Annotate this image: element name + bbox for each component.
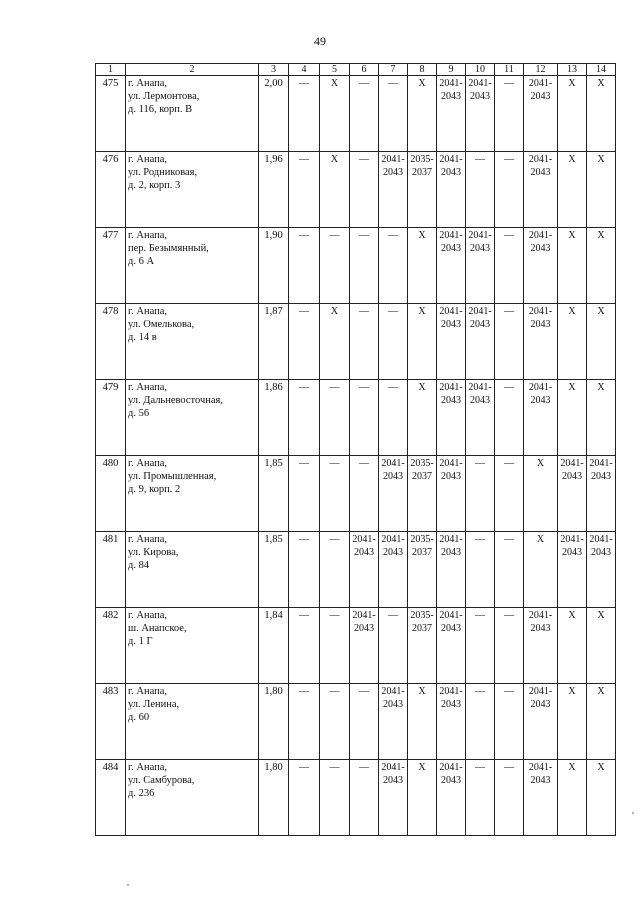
period-cell-col-5: X <box>320 76 350 152</box>
table-row <box>96 304 616 380</box>
address-line: ул. Омелькова, <box>128 319 195 330</box>
row-number: 479 <box>96 380 126 456</box>
value-cell: 1,85 <box>259 532 289 608</box>
address-line: г. Анапа, <box>128 686 168 697</box>
period-cell-col-4: — <box>289 684 320 760</box>
address-line: д. 116, корп. В <box>128 104 193 115</box>
scan-speck <box>127 884 129 886</box>
table-row <box>96 456 616 532</box>
row-number: 477 <box>96 228 126 304</box>
table-row <box>96 380 616 456</box>
address-line: д. 6 А <box>128 256 155 267</box>
period-cell-col-6: — <box>350 76 379 152</box>
period-cell-col-6: — <box>350 304 379 380</box>
address-line: д. 1 Г <box>128 636 153 647</box>
period-cell-col-14: 2041- 2043 <box>587 456 616 532</box>
period-cell-col-4: — <box>289 456 320 532</box>
period-cell-col-5: — <box>320 456 350 532</box>
period-cell-col-7: — <box>379 608 408 684</box>
period-cell-col-8: 2035- 2037 <box>408 152 437 228</box>
period-cell-col-12: 2041- 2043 <box>524 152 558 228</box>
period-cell-col-7: — <box>379 380 408 456</box>
address-line: д. 84 <box>128 560 150 571</box>
period-cell-col-12: 2041- 2043 <box>524 228 558 304</box>
value-cell: 1,96 <box>259 152 289 228</box>
address-cell <box>126 532 259 608</box>
period-cell-col-14: 2041- 2043 <box>587 532 616 608</box>
row-number: 483 <box>96 684 126 760</box>
period-cell-col-13: 2041- 2043 <box>558 532 587 608</box>
period-cell-col-5: X <box>320 304 350 380</box>
period-cell-col-13: X <box>558 76 587 152</box>
period-cell-col-8: X <box>408 76 437 152</box>
period-cell-col-8: X <box>408 380 437 456</box>
period-cell-col-5: — <box>320 228 350 304</box>
period-cell-col-9: 2041- 2043 <box>437 456 466 532</box>
period-cell-col-14: X <box>587 608 616 684</box>
value-cell: 1,80 <box>259 684 289 760</box>
period-cell-col-7: — <box>379 76 408 152</box>
period-cell-col-13: X <box>558 760 587 836</box>
address-line: г. Анапа, <box>128 610 168 621</box>
address-line: г. Анапа, <box>128 154 168 165</box>
table-row <box>96 76 616 152</box>
row-number: 480 <box>96 456 126 532</box>
period-cell-col-6: 2041- 2043 <box>350 532 379 608</box>
period-cell-col-10: — <box>466 760 495 836</box>
period-cell-col-5: — <box>320 608 350 684</box>
address-cell <box>126 760 259 836</box>
address-line: г. Анапа, <box>128 230 168 241</box>
period-cell-col-8: 2035- 2037 <box>408 456 437 532</box>
period-cell-col-8: X <box>408 684 437 760</box>
row-number: 476 <box>96 152 126 228</box>
period-cell-col-14: X <box>587 304 616 380</box>
period-cell-col-12: 2041- 2043 <box>524 304 558 380</box>
period-cell-col-11: — <box>495 380 524 456</box>
address-line: д. 14 в <box>128 332 157 343</box>
period-cell-col-6: — <box>350 228 379 304</box>
period-cell-col-9: 2041- 2043 <box>437 684 466 760</box>
address-line: г. Анапа, <box>128 382 168 393</box>
address-line: д. 236 <box>128 788 155 799</box>
period-cell-col-8: 2035- 2037 <box>408 532 437 608</box>
period-cell-col-11: — <box>495 76 524 152</box>
column-number-14: 14 <box>587 64 616 76</box>
period-cell-col-7: 2041- 2043 <box>379 684 408 760</box>
period-cell-col-6: — <box>350 456 379 532</box>
address-cell <box>126 380 259 456</box>
address-line: ул. Кирова, <box>128 547 179 558</box>
period-cell-col-14: X <box>587 76 616 152</box>
address-cell <box>126 152 259 228</box>
period-cell-col-14: X <box>587 684 616 760</box>
row-number: 484 <box>96 760 126 836</box>
period-cell-col-4: — <box>289 760 320 836</box>
scan-speck <box>632 812 634 814</box>
period-cell-col-14: X <box>587 228 616 304</box>
period-cell-col-13: X <box>558 380 587 456</box>
address-line: д. 60 <box>128 712 150 723</box>
period-cell-col-11: — <box>495 228 524 304</box>
table-row <box>96 760 616 836</box>
period-cell-col-11: — <box>495 304 524 380</box>
column-number-9: 9 <box>437 64 466 76</box>
period-cell-col-5: — <box>320 532 350 608</box>
period-cell-col-5: — <box>320 760 350 836</box>
period-cell-col-6: — <box>350 760 379 836</box>
address-line: д. 2, корп. 3 <box>128 180 181 191</box>
period-cell-col-11: — <box>495 532 524 608</box>
address-line: г. Анапа, <box>128 458 168 469</box>
column-number-3: 3 <box>259 64 289 76</box>
period-cell-col-5: X <box>320 152 350 228</box>
column-number-2: 2 <box>126 64 259 76</box>
period-cell-col-9: 2041- 2043 <box>437 380 466 456</box>
period-cell-col-13: X <box>558 684 587 760</box>
value-cell: 1,84 <box>259 608 289 684</box>
column-number-row <box>96 64 616 76</box>
period-cell-col-14: X <box>587 760 616 836</box>
period-cell-col-6: — <box>350 380 379 456</box>
period-cell-col-9: 2041- 2043 <box>437 760 466 836</box>
column-number-7: 7 <box>379 64 408 76</box>
table-row <box>96 152 616 228</box>
period-cell-col-7: — <box>379 228 408 304</box>
address-line: г. Анапа, <box>128 306 168 317</box>
period-cell-col-10: — <box>466 608 495 684</box>
row-number: 478 <box>96 304 126 380</box>
period-cell-col-10: — <box>466 152 495 228</box>
column-number-10: 10 <box>466 64 495 76</box>
period-cell-col-12: 2041- 2043 <box>524 760 558 836</box>
address-line: д. 9, корп. 2 <box>128 484 181 495</box>
column-number-4: 4 <box>289 64 320 76</box>
table-row <box>96 532 616 608</box>
address-line: д. 56 <box>128 408 150 419</box>
period-cell-col-5: — <box>320 684 350 760</box>
period-cell-col-10: 2041- 2043 <box>466 228 495 304</box>
period-cell-col-11: — <box>495 152 524 228</box>
period-cell-col-10: 2041- 2043 <box>466 304 495 380</box>
column-number-6: 6 <box>350 64 379 76</box>
address-line: г. Анапа, <box>128 762 168 773</box>
period-cell-col-4: — <box>289 532 320 608</box>
period-cell-col-5: — <box>320 380 350 456</box>
table-row <box>96 684 616 760</box>
period-cell-col-12: 2041- 2043 <box>524 684 558 760</box>
address-cell <box>126 228 259 304</box>
value-cell: 1,85 <box>259 456 289 532</box>
period-cell-col-13: X <box>558 304 587 380</box>
period-cell-col-4: — <box>289 380 320 456</box>
table-row <box>96 608 616 684</box>
period-cell-col-12: 2041- 2043 <box>524 608 558 684</box>
period-cell-col-10: 2041- 2043 <box>466 76 495 152</box>
address-line: г. Анапа, <box>128 534 168 545</box>
period-cell-col-7: 2041- 2043 <box>379 456 408 532</box>
period-cell-col-14: X <box>587 152 616 228</box>
period-cell-col-11: — <box>495 456 524 532</box>
row-number: 475 <box>96 76 126 152</box>
period-cell-col-4: — <box>289 76 320 152</box>
value-cell: 1,90 <box>259 228 289 304</box>
column-number-12: 12 <box>524 64 558 76</box>
period-cell-col-7: — <box>379 304 408 380</box>
period-cell-col-6: — <box>350 684 379 760</box>
address-line: ул. Самбурова, <box>128 775 195 786</box>
period-cell-col-6: 2041- 2043 <box>350 608 379 684</box>
period-cell-col-9: 2041- 2043 <box>437 304 466 380</box>
period-cell-col-12: X <box>524 532 558 608</box>
period-cell-col-6: — <box>350 152 379 228</box>
period-cell-col-10: 2041- 2043 <box>466 380 495 456</box>
period-cell-col-9: 2041- 2043 <box>437 608 466 684</box>
address-line: г. Анапа, <box>128 78 168 89</box>
address-line: пер. Безымянный, <box>128 243 209 254</box>
row-number: 481 <box>96 532 126 608</box>
period-cell-col-10: — <box>466 456 495 532</box>
address-line: ул. Дальневосточная, <box>128 395 224 406</box>
address-line: ш. Анапское, <box>128 623 187 634</box>
period-cell-col-12: 2041- 2043 <box>524 380 558 456</box>
period-cell-col-11: — <box>495 684 524 760</box>
period-cell-col-7: 2041- 2043 <box>379 760 408 836</box>
period-cell-col-4: — <box>289 152 320 228</box>
address-cell <box>126 608 259 684</box>
address-cell <box>126 76 259 152</box>
page-number: 49 <box>314 34 326 48</box>
period-cell-col-4: — <box>289 608 320 684</box>
address-line: ул. Промышленная, <box>128 471 217 482</box>
period-cell-col-8: X <box>408 760 437 836</box>
period-cell-col-10: — <box>466 684 495 760</box>
value-cell: 1,80 <box>259 760 289 836</box>
period-cell-col-13: 2041- 2043 <box>558 456 587 532</box>
period-cell-col-14: X <box>587 380 616 456</box>
period-cell-col-8: X <box>408 304 437 380</box>
row-number: 482 <box>96 608 126 684</box>
period-cell-col-13: X <box>558 152 587 228</box>
period-cell-col-12: X <box>524 456 558 532</box>
period-cell-col-12: 2041- 2043 <box>524 76 558 152</box>
register-table <box>95 63 616 836</box>
period-cell-col-11: — <box>495 608 524 684</box>
column-number-5: 5 <box>320 64 350 76</box>
value-cell: 1,86 <box>259 380 289 456</box>
column-number-1: 1 <box>96 64 126 76</box>
period-cell-col-7: 2041- 2043 <box>379 152 408 228</box>
value-cell: 2,00 <box>259 76 289 152</box>
period-cell-col-4: — <box>289 228 320 304</box>
period-cell-col-8: X <box>408 228 437 304</box>
column-number-13: 13 <box>558 64 587 76</box>
period-cell-col-13: X <box>558 608 587 684</box>
period-cell-col-13: X <box>558 228 587 304</box>
period-cell-col-4: — <box>289 304 320 380</box>
address-cell <box>126 684 259 760</box>
period-cell-col-11: — <box>495 760 524 836</box>
address-line: ул. Родниковая, <box>128 167 198 178</box>
period-cell-col-10: — <box>466 532 495 608</box>
period-cell-col-8: 2035- 2037 <box>408 608 437 684</box>
address-cell <box>126 456 259 532</box>
value-cell: 1,87 <box>259 304 289 380</box>
column-number-11: 11 <box>495 64 524 76</box>
period-cell-col-9: 2041- 2043 <box>437 76 466 152</box>
address-cell <box>126 304 259 380</box>
period-cell-col-9: 2041- 2043 <box>437 532 466 608</box>
period-cell-col-9: 2041- 2043 <box>437 152 466 228</box>
period-cell-col-7: 2041- 2043 <box>379 532 408 608</box>
period-cell-col-9: 2041- 2043 <box>437 228 466 304</box>
address-line: ул. Ленина, <box>128 699 180 710</box>
column-number-8: 8 <box>408 64 437 76</box>
table-row <box>96 228 616 304</box>
address-line: ул. Лермонтова, <box>128 91 200 102</box>
